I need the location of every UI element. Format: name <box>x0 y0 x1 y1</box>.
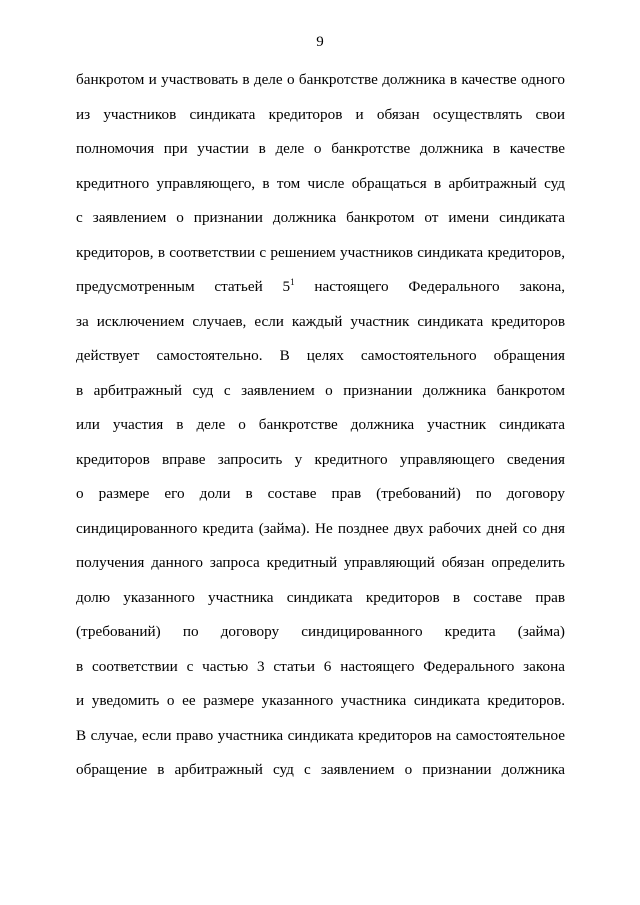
text-line: с заявлением о признании должника банкротом от имени синдиката <box>76 209 565 226</box>
page-number: 9 <box>316 34 324 50</box>
text-line: кредитного управляющего, в том числе обращаться в арбитражный суд <box>76 174 565 192</box>
text-line: действует самостоятельно. В целях самостоятельного обращения <box>76 347 565 364</box>
text-line: (требований) по договору синдицированного кредита (займа) <box>76 623 565 640</box>
text-line: в соответствии с частью 3 статьи 6 настоящего Федерального закона <box>76 657 565 675</box>
text-fragment: предусмотренным статьей 5 <box>76 278 291 295</box>
text-line: за исключением случаев, если каждый участник синдиката кредиторов <box>76 312 565 330</box>
text-line: в арбитражный суд с заявлением о признании должника банкротом <box>76 381 565 399</box>
text-fragment: настоящего Федерального закона, <box>294 278 565 295</box>
text-line: обращение в арбитражный суд с заявлением о признании должника <box>76 761 565 778</box>
text-line: синдицированного кредита (займа). Не позднее двух рабочих дней со дня <box>76 519 565 537</box>
text-line: кредиторов, в соответствии с решением участников синдиката кредиторов, <box>76 243 565 261</box>
text-line: кредиторов вправе запросить у кредитного управляющего сведения <box>76 450 565 468</box>
text-line: полномочия при участии в деле о банкротстве должника в качестве <box>76 140 565 157</box>
text-line: о размере его доли в составе прав (требований) по договору <box>76 485 565 502</box>
body-text <box>76 70 565 795</box>
text-line-with-article-ref <box>76 277 565 312</box>
text-line: и уведомить о ее размере указанного участника синдиката кредиторов. <box>76 692 565 709</box>
text-line: получения данного запроса кредитный управляющий обязан определить <box>76 554 565 571</box>
text-line: или участия в деле о банкротстве должника участник синдиката <box>76 416 565 433</box>
text-line: из участников синдиката кредиторов и обязан осуществлять свои <box>76 105 565 123</box>
superscript: 1 <box>290 277 295 287</box>
text-line: В случае, если право участника синдиката кредиторов на самостоятельное <box>76 726 565 744</box>
text-line: долю указанного участника синдиката кредиторов в составе прав <box>76 588 565 606</box>
text-line: банкротом и участвовать в деле о банкротстве должника в качестве одного <box>76 71 565 88</box>
